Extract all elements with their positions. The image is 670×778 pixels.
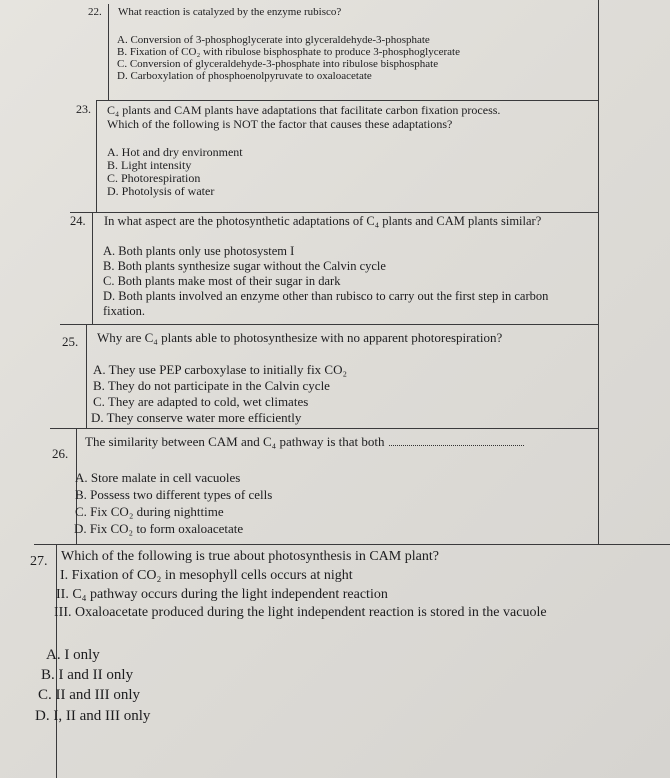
- table-right-border: [598, 0, 599, 544]
- question-text: C₄ plants and CAM plants have adaptations that facilitate carbon fixation process.: [107, 103, 501, 117]
- option-b: B. Fixation of CO₂ with ribulose bisphosphate to produce 3-phosphoglycerate: [117, 46, 460, 58]
- option-a: A. Both plants only use photosystem I: [103, 244, 295, 258]
- question-number: 23.: [76, 102, 91, 116]
- question-text: [85, 434, 524, 450]
- question-number: 22.: [88, 6, 102, 18]
- row-divider: [50, 428, 598, 429]
- table-left-border: [96, 100, 97, 212]
- option-d: D. They conserve water more efficiently: [91, 410, 302, 425]
- statement-i: I. Fixation of CO₂ in mesophyll cells occurs at night: [60, 568, 353, 583]
- option-c: C. They are adapted to cold, wet climates: [93, 394, 309, 409]
- option-d-continued: fixation.: [103, 304, 146, 318]
- option-a: A. I only: [46, 647, 100, 663]
- table-left-border: [92, 212, 93, 324]
- statement-ii: II. C₄ pathway occurs during the light independent reaction: [56, 587, 388, 602]
- table-left-border: [86, 324, 87, 428]
- option-a: A. Store malate in cell vacuoles: [75, 470, 241, 485]
- question-number: 27.: [30, 554, 48, 569]
- option-a: A. Conversion of 3-phosphoglycerate into glyceraldehyde-3-phosphate: [117, 34, 430, 46]
- option-b: B. They do not participate in the Calvin cycle: [93, 378, 330, 393]
- option-c: C. Both plants make most of their sugar in dark: [103, 274, 341, 288]
- option-d: D. Both plants involved an enzyme other than rubisco to carry out the first step in carbon: [103, 289, 549, 303]
- row-divider: [96, 100, 598, 101]
- option-a: A. Hot and dry environment: [107, 145, 243, 159]
- question-text: In what aspect are the photosynthetic adaptations of C₄ plants and CAM plants similar?: [104, 214, 542, 228]
- question-text: Which of the following is true about photosynthesis in CAM plant?: [61, 549, 439, 564]
- option-d: D. Photolysis of water: [107, 184, 215, 198]
- question-text-content: The similarity between CAM and C₄ pathway is that both: [85, 434, 385, 449]
- statement-iii: III. Oxaloacetate produced during the light independent reaction is stored in the vacuole: [54, 605, 547, 620]
- option-b: B. Possess two different types of cells: [75, 487, 273, 502]
- option-c: C. Fix CO₂ during nighttime: [75, 504, 224, 519]
- row-divider: [60, 324, 598, 325]
- question-text: Why are C₄ plants able to photosynthesize with no apparent photorespiration?: [97, 330, 503, 345]
- option-b: B. Light intensity: [107, 158, 192, 172]
- option-c: C. II and III only: [38, 687, 141, 703]
- answer-blank: [389, 445, 524, 446]
- row-divider: [70, 212, 598, 213]
- question-number: 25.: [62, 334, 79, 349]
- table-left-border: [108, 4, 109, 100]
- question-number: 26.: [52, 446, 69, 461]
- question-text: What reaction is catalyzed by the enzyme rubisco?: [118, 6, 342, 18]
- option-d: D. Carboxylation of phosphoenolpyruvate to oxaloacetate: [117, 70, 372, 82]
- option-b: B. I and II only: [41, 667, 134, 683]
- option-c: C. Conversion of glyceraldehyde-3-phosphate into ribulose bisphosphate: [117, 58, 439, 70]
- option-d: D. Fix CO₂ to form oxaloacetate: [74, 521, 244, 536]
- question-text: Which of the following is NOT the factor that causes these adaptations?: [107, 117, 453, 131]
- option-d: D. I, II and III only: [35, 708, 151, 724]
- option-c: C. Photorespiration: [107, 171, 201, 185]
- option-a: A. They use PEP carboxylase to initially fix CO₂: [93, 362, 348, 377]
- row-divider: [34, 544, 670, 545]
- question-number: 24.: [70, 214, 86, 228]
- option-b: B. Both plants synthesize sugar without the Calvin cycle: [103, 259, 386, 273]
